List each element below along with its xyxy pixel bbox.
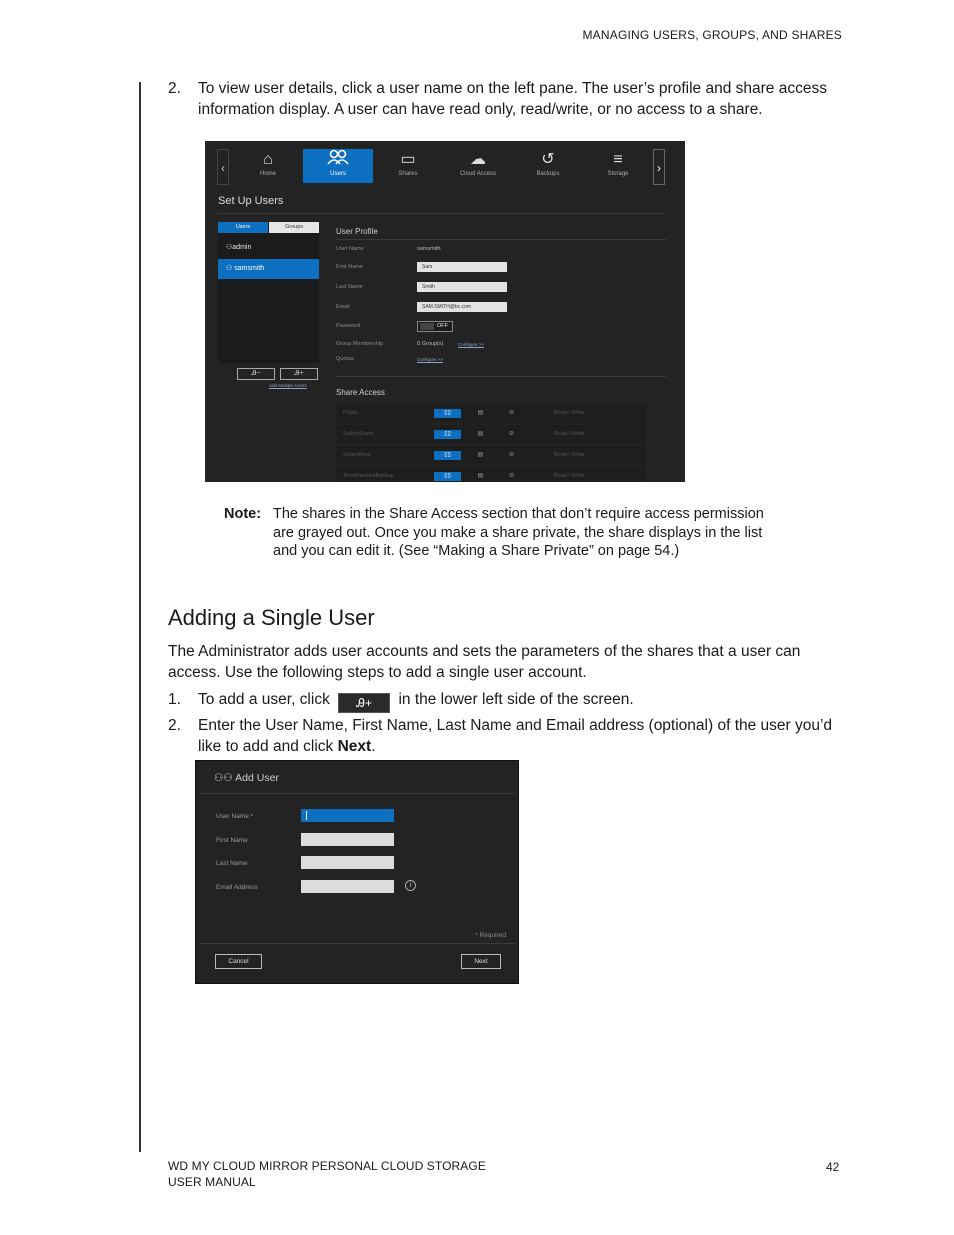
email-address-label: Email Address	[216, 884, 258, 891]
users-icon: ⚇⚇	[214, 772, 236, 784]
storage-icon: ≡	[613, 151, 623, 168]
share-name: TimeMachineBackup	[343, 473, 395, 479]
required-note: * Required	[475, 932, 506, 939]
read-only-icon[interactable]: ▤	[477, 431, 484, 437]
first-name-input[interactable]	[301, 833, 394, 846]
read-write-icon[interactable]: ▯▯	[434, 451, 461, 460]
read-write-icon[interactable]: ▯▯	[434, 430, 461, 439]
info-icon[interactable]: i	[405, 880, 416, 891]
history-icon: ↺	[541, 151, 555, 168]
step-text: Enter the User Name, First Name, Last Name and Email address (optional) of the user you’d like to add and click	[198, 717, 833, 755]
users-icon	[303, 149, 373, 171]
toggle-knob	[420, 323, 434, 330]
next-button[interactable]: Next	[461, 954, 501, 969]
note-text: The shares in the Share Access section that don’t require access permission are grayed out. Once you make a share private, the share displays in the list and you can edit it. (See “Making a Share Private” on page 54.)	[273, 506, 764, 559]
share-access-heading: Share Access	[336, 388, 385, 397]
password-label: Password	[336, 323, 361, 329]
cancel-button[interactable]: Cancel	[215, 954, 262, 969]
user-name-label: User Name *	[216, 813, 254, 820]
first-name-label: First Name	[336, 264, 363, 270]
group-configure-link[interactable]: Configure >>	[458, 342, 485, 347]
step-number: 2.	[168, 717, 181, 734]
no-access-icon[interactable]: ⊘	[508, 410, 515, 416]
step-text: To add a user, click	[198, 691, 330, 708]
quotas-configure-link[interactable]: Configure >>	[417, 357, 444, 362]
step-text: in the lower left side of the screen.	[398, 691, 634, 708]
last-name-label: Last Name	[216, 860, 248, 867]
nav-storage[interactable]: ≡ Storage	[583, 149, 653, 183]
section-intro: The Administrator adds user accounts and sets the parameters of the shares that a user can access. Use the following steps to add a single user account.	[168, 643, 801, 681]
email-label: Email	[336, 304, 350, 310]
user-icon: ⚇	[226, 265, 235, 272]
footer	[168, 1158, 486, 1190]
footer-product: WD MY CLOUD MIRROR PERSONAL CLOUD STORAGE	[168, 1159, 486, 1173]
no-access-icon[interactable]: ⊘	[508, 431, 515, 437]
email-address-input[interactable]	[301, 880, 394, 893]
step-number: 1.	[168, 691, 181, 708]
step-enter-details	[168, 716, 848, 757]
share-name: SmartWare	[343, 452, 371, 458]
add-user-dialog-screenshot	[195, 760, 519, 984]
section-heading: Adding a Single User	[168, 605, 375, 630]
read-only-icon[interactable]: ▤	[477, 410, 484, 416]
nav-backups[interactable]: ↺ Backups	[513, 149, 583, 183]
group-membership-value: 0 Group(s)	[417, 341, 444, 347]
share-access-value: Read / Write	[554, 473, 585, 479]
divider	[218, 213, 666, 214]
email-input[interactable]: SAM.SMITH@bc.com	[417, 302, 507, 312]
add-user-icon: Ꭿ+	[338, 693, 390, 713]
divider	[200, 793, 516, 794]
remove-user-button[interactable]: Ꭿ−	[237, 368, 275, 380]
share-row	[336, 425, 646, 444]
step-number: 2.	[168, 80, 181, 97]
group-membership-label: Group Membership	[336, 341, 384, 347]
no-access-icon[interactable]: ⊘	[508, 452, 515, 458]
last-name-input[interactable]	[301, 856, 394, 869]
user-profile-heading: User Profile	[336, 227, 378, 236]
read-write-icon[interactable]: ▯▯	[434, 472, 461, 481]
read-only-icon[interactable]: ▤	[477, 473, 484, 479]
users-page-screenshot	[205, 141, 685, 482]
toggle-state: OFF	[437, 323, 448, 329]
password-toggle[interactable]	[417, 321, 453, 332]
nav-next-arrow[interactable]: ›	[653, 149, 665, 185]
user-list-item-admin[interactable]: ⚇admin	[226, 244, 252, 251]
margin-rule	[139, 82, 141, 1152]
user-icon: ⚇	[226, 244, 233, 251]
share-access-value: Read / Write	[554, 452, 585, 458]
nav-users[interactable]: Users	[303, 149, 373, 183]
home-icon: ⌂	[263, 151, 273, 168]
running-header: MANAGING USERS, GROUPS, AND SHARES	[582, 28, 842, 42]
share-row	[336, 467, 646, 482]
top-navigation	[217, 149, 667, 185]
footer-doc-type: USER MANUAL	[168, 1175, 256, 1189]
step-view-user-details	[168, 79, 848, 120]
nav-prev-arrow[interactable]: ‹	[217, 149, 229, 185]
quotas-label: Quotas	[336, 356, 354, 362]
page-number: 42	[826, 1160, 840, 1174]
user-name-label: User Name	[336, 246, 364, 252]
dialog-title: ⚇⚇ Add User	[214, 772, 279, 784]
step-bold: Next	[337, 737, 372, 755]
read-write-icon[interactable]: ▯▯	[434, 409, 461, 418]
divider	[336, 239, 666, 240]
share-access-value: Read / Write	[554, 410, 585, 416]
add-multiple-users-link[interactable]: Add Multiple Users	[269, 383, 307, 388]
divider	[336, 376, 666, 377]
tab-groups[interactable]: Groups	[269, 222, 319, 233]
note-label: Note:	[224, 506, 262, 522]
share-row	[336, 404, 646, 423]
no-access-icon[interactable]: ⊘	[508, 473, 515, 479]
text-cursor	[306, 811, 307, 820]
last-name-label: Last Name	[336, 284, 363, 290]
nav-shares[interactable]: ▭ Shares	[373, 149, 443, 183]
step-add-user	[168, 690, 848, 713]
divider	[200, 943, 516, 944]
step-text: To view user details, click a user name on the left pane. The user’s profile and share access information display. A user can have read only, read/write, or no access to a share.	[198, 80, 827, 118]
add-user-button[interactable]: Ꭿ+	[280, 368, 318, 380]
read-only-icon[interactable]: ▤	[477, 452, 484, 458]
nav-home[interactable]: ⌂ Home	[233, 149, 303, 183]
last-name-input[interactable]: Smith	[417, 282, 507, 292]
share-name: SafetyShare	[343, 431, 374, 437]
cloud-icon: ☁	[470, 151, 486, 168]
page-title: Set Up Users	[218, 195, 284, 207]
step-text: .	[371, 737, 376, 755]
folder-icon: ▭	[400, 151, 416, 168]
share-row	[336, 446, 646, 465]
nav-cloud-access[interactable]: ☁ Cloud Access	[443, 149, 513, 183]
tab-users[interactable]: Users	[218, 222, 268, 233]
first-name-input[interactable]: Sam	[417, 262, 507, 272]
first-name-label: First Name	[216, 837, 248, 844]
share-access-value: Read / Write	[554, 431, 585, 437]
user-name-value: samsmith	[417, 246, 441, 252]
user-list-item-samsmith[interactable]: ⚇ samsmith	[218, 259, 319, 279]
share-name: Public	[343, 410, 358, 416]
user-name-input[interactable]	[301, 809, 394, 822]
